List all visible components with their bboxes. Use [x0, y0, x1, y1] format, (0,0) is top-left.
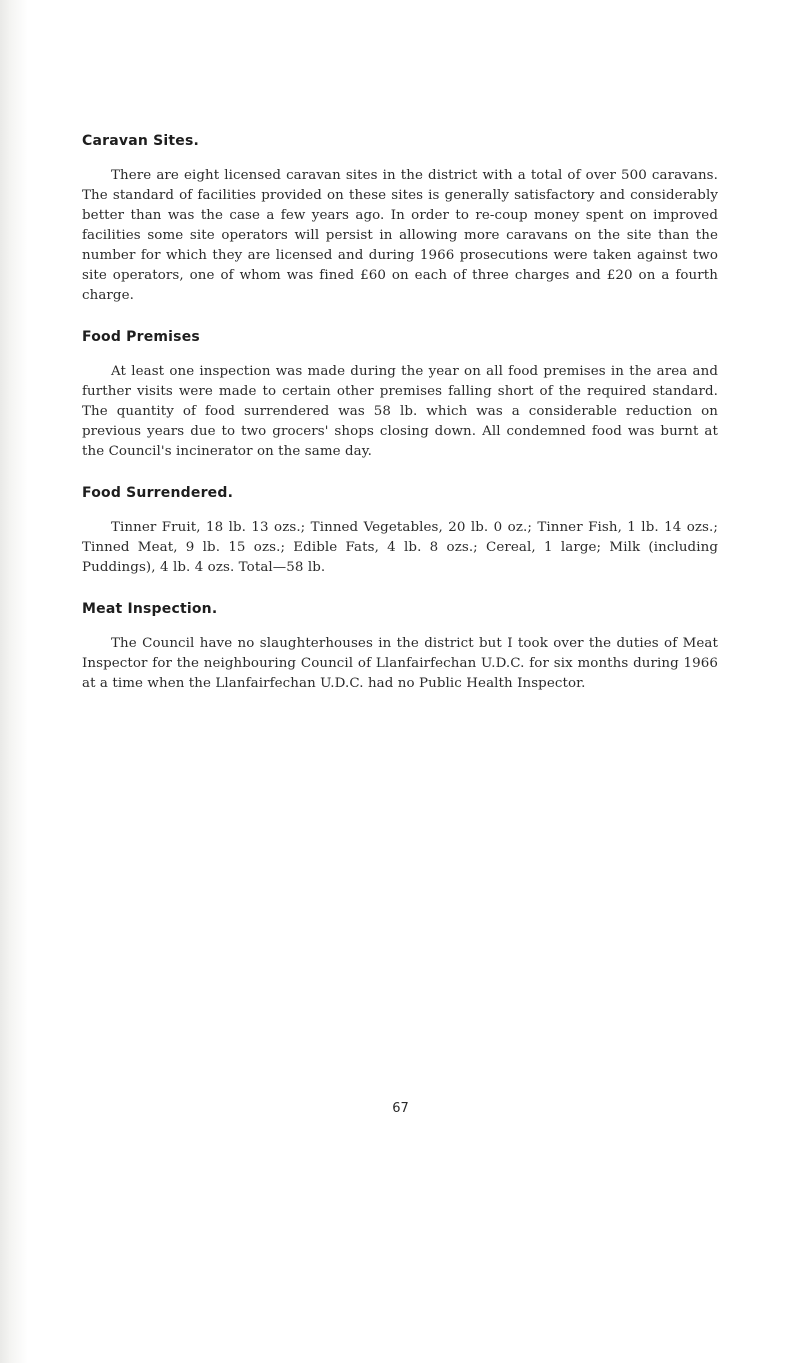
heading-meat-inspection: Meat Inspection. — [82, 601, 218, 617]
page-number: 67 — [392, 1101, 409, 1116]
paragraph-meat-inspection: The Council have no slaughterhouses in the district but I took over the duties of Meat Inspector for the neighbouring Council of Llanfairfechan U.D.C. for six months during 1966 at a time when the Llanfairfechan U.D.C. had no Public Health Inspector. — [82, 636, 718, 691]
document-page — [82, 130, 718, 714]
heading-caravan-sites: Caravan Sites. — [82, 133, 200, 149]
section-caravan-sites — [82, 130, 718, 306]
heading-food-premises: Food Premises — [82, 329, 200, 345]
paragraph-food-surrendered: Tinner Fruit, 18 lb. 13 ozs.; Tinned Vegetables, 20 lb. 0 oz.; Tinner Fish, 1 lb. 14 ozs.; Tinned Meat, 9 lb. 15 ozs.; Edible Fats, 4 lb. 8 ozs.; Cereal, 1 large; Milk (including Puddings), 4 lb. 4 ozs. Total—58 lb. — [82, 520, 718, 575]
paragraph-caravan-sites: There are eight licensed caravan sites in the district with a total of over 500 caravans. The standard of facilities provided on these sites is generally satisfactory and considerably better than was the case a few years ago. In order to re-coup money spent on improved facilities some site operators will persist in allowing more caravans on the site than the number for which they are licensed and during 1966 prosecutions were taken against two site operators, one of whom was fined £60 on each of three charges and £20 on a fourth charge. — [82, 168, 718, 303]
paragraph-food-premises: At least one inspection was made during the year on all food premises in the area and further visits were made to certain other premises falling short of the required standard. The quantity of food surrendered was 58 lb. which was a considerable reduction on previous years due to two grocers' shops closing down. All condemned food was burnt at the Council's incinerator on the same day. — [82, 364, 718, 459]
heading-food-surrendered: Food Surrendered. — [82, 485, 234, 501]
section-food-surrendered — [82, 482, 718, 578]
section-meat-inspection — [82, 598, 718, 694]
section-food-premises — [82, 326, 718, 462]
